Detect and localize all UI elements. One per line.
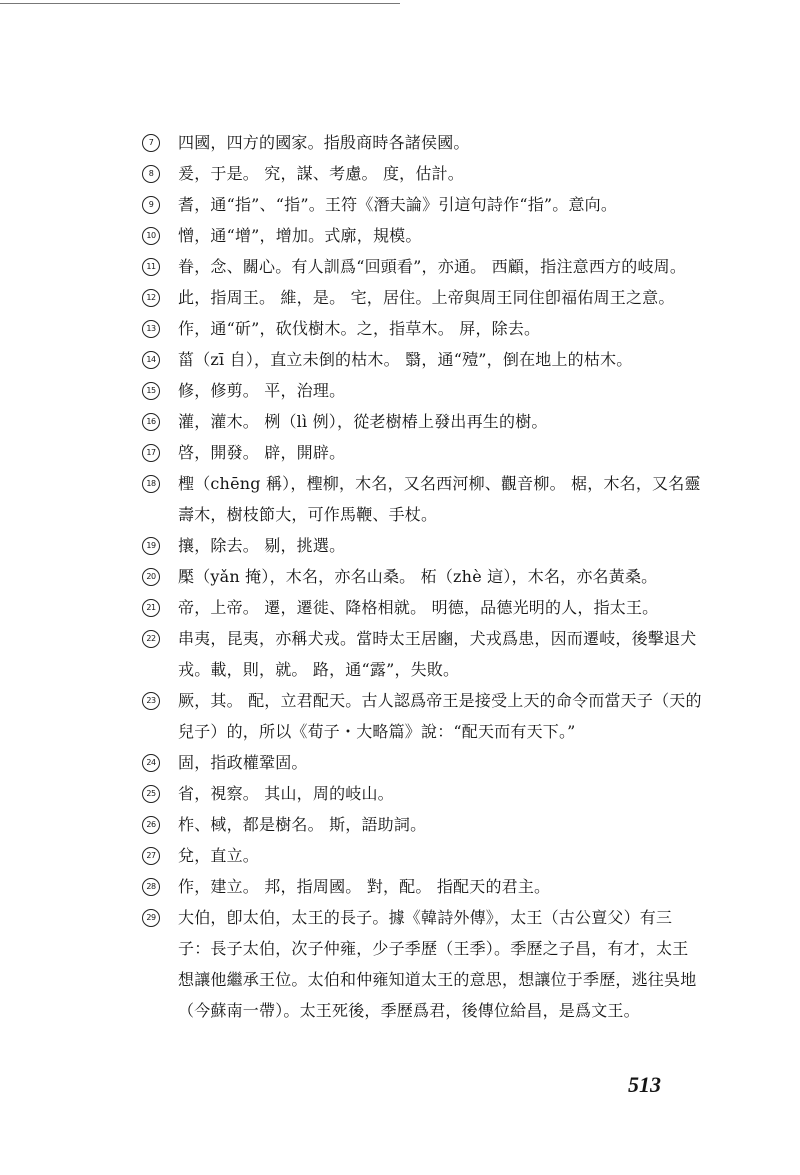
note-number: 19 — [142, 537, 160, 555]
note-text: 四國，四方的國家。指殷商時各諸侯國。 — [178, 133, 470, 152]
note-text: 作，通“斫”，砍伐樹木。之，指草木。 屏，除去。 — [178, 319, 541, 338]
note-number: 26 — [142, 816, 160, 834]
note-number: 13 — [142, 320, 160, 338]
note-text: 啓，開發。 辟，開辟。 — [178, 443, 346, 462]
note-24 — [142, 747, 702, 778]
note-number: 16 — [142, 413, 160, 431]
note-number: 20 — [142, 568, 160, 586]
note-text: 此，指周王。 維，是。 宅，居住。上帝與周王同住卽福佑周王之意。 — [178, 288, 675, 307]
note-17 — [142, 437, 702, 468]
note-text: 檿（yǎn 掩），木名，亦名山桑。 柘（zhè 這），木名，亦名黃桑。 — [178, 567, 658, 586]
note-15 — [142, 375, 702, 406]
note-text: 柞、棫，都是樹名。 斯，語助詞。 — [178, 815, 427, 834]
note-number: 14 — [142, 351, 160, 369]
note-29 — [142, 902, 702, 1026]
note-text: 作，建立。 邦，指周國。 對，配。 指配天的君主。 — [178, 877, 551, 896]
note-number: 7 — [142, 134, 160, 152]
note-text: 爰，于是。 究，謀、考慮。 度，估計。 — [178, 164, 464, 183]
note-21 — [142, 592, 702, 623]
note-number: 10 — [142, 227, 160, 245]
note-number: 21 — [142, 599, 160, 617]
note-7 — [142, 127, 702, 158]
note-number: 12 — [142, 289, 160, 307]
note-text: 固，指政權鞏固。 — [178, 753, 308, 772]
note-text: 灌，灌木。 栵（lì 例），從老樹椿上發出再生的樹。 — [178, 412, 548, 431]
note-number: 9 — [142, 196, 160, 214]
note-text: 檉（chēng 稱），檉柳，木名，又名西河柳、觀音柳。 椐，木名，又名靈壽木，樹枝節大，可作馬鞭、手杖。 — [178, 474, 701, 524]
top-rule — [0, 3, 400, 4]
note-number: 24 — [142, 754, 160, 772]
note-text: 串夷，昆夷，亦稱犬戎。當時太王居豳，犬戎爲患，因而遷岐，後擊退犬戎。載，則，就。 路，通“露”，失敗。 — [178, 629, 697, 679]
note-text: 耆，通“指”、“指”。王符《潛夫論》引這句詩作“指”。意向。 — [178, 195, 618, 214]
note-11 — [142, 251, 702, 282]
page-number: 513 — [628, 1072, 661, 1097]
note-12 — [142, 282, 702, 313]
note-number: 27 — [142, 847, 160, 865]
note-number: 18 — [142, 475, 160, 493]
note-20 — [142, 561, 702, 592]
note-text: 菑（zī 自），直立未倒的枯木。 翳，通“殪”，倒在地上的枯木。 — [178, 350, 633, 369]
note-13 — [142, 313, 702, 344]
note-16 — [142, 406, 702, 437]
note-number: 22 — [142, 630, 160, 648]
note-10 — [142, 220, 702, 251]
note-26 — [142, 809, 702, 840]
note-text: 厥，其。 配，立君配天。古人認爲帝王是接受上天的命令而當天子（天的兒子）的，所以《荀子・大略篇》說：“配天而有天下。” — [178, 691, 702, 741]
note-text: 眷，念、關心。有人訓爲“回頭看”，亦通。 西顧，指注意西方的岐周。 — [178, 257, 687, 276]
note-text: 攘，除去。 剔，挑選。 — [178, 536, 346, 555]
note-9 — [142, 189, 702, 220]
note-number: 17 — [142, 444, 160, 462]
note-number: 29 — [142, 909, 160, 927]
note-number: 11 — [142, 258, 160, 276]
note-number: 8 — [142, 165, 160, 183]
note-28 — [142, 871, 702, 902]
note-27 — [142, 840, 702, 871]
annotation-list — [142, 127, 702, 1026]
note-text: 修，修剪。 平，治理。 — [178, 381, 346, 400]
note-text: 憎，通“增”，增加。式廓，規模。 — [178, 226, 422, 245]
note-text: 大伯，卽太伯，太王的長子。據《韓詩外傳》，太王（古公亶父）有三子：長子太伯，次子仲雍，少子季歷（王季）。季歷之子昌，有才，太王想讓他繼承王位。太伯和仲雍知道太王的意思，想讓位于季歷，逃往吳地（今蘇南一帶）。太王死後，季歷爲君，後傳位給昌，是爲文王。 — [178, 908, 697, 1020]
note-number: 15 — [142, 382, 160, 400]
note-14 — [142, 344, 702, 375]
note-8 — [142, 158, 702, 189]
note-text: 兌，直立。 — [178, 846, 260, 865]
note-25 — [142, 778, 702, 809]
note-number: 25 — [142, 785, 160, 803]
note-23 — [142, 685, 702, 747]
note-number: 28 — [142, 878, 160, 896]
note-text: 帝，上帝。 遷，遷徙、降格相就。 明德，品德光明的人，指太王。 — [178, 598, 659, 617]
note-text: 省，視察。 其山，周的岐山。 — [178, 784, 394, 803]
note-number: 23 — [142, 692, 160, 710]
note-19 — [142, 530, 702, 561]
note-22 — [142, 623, 702, 685]
note-18 — [142, 468, 702, 530]
